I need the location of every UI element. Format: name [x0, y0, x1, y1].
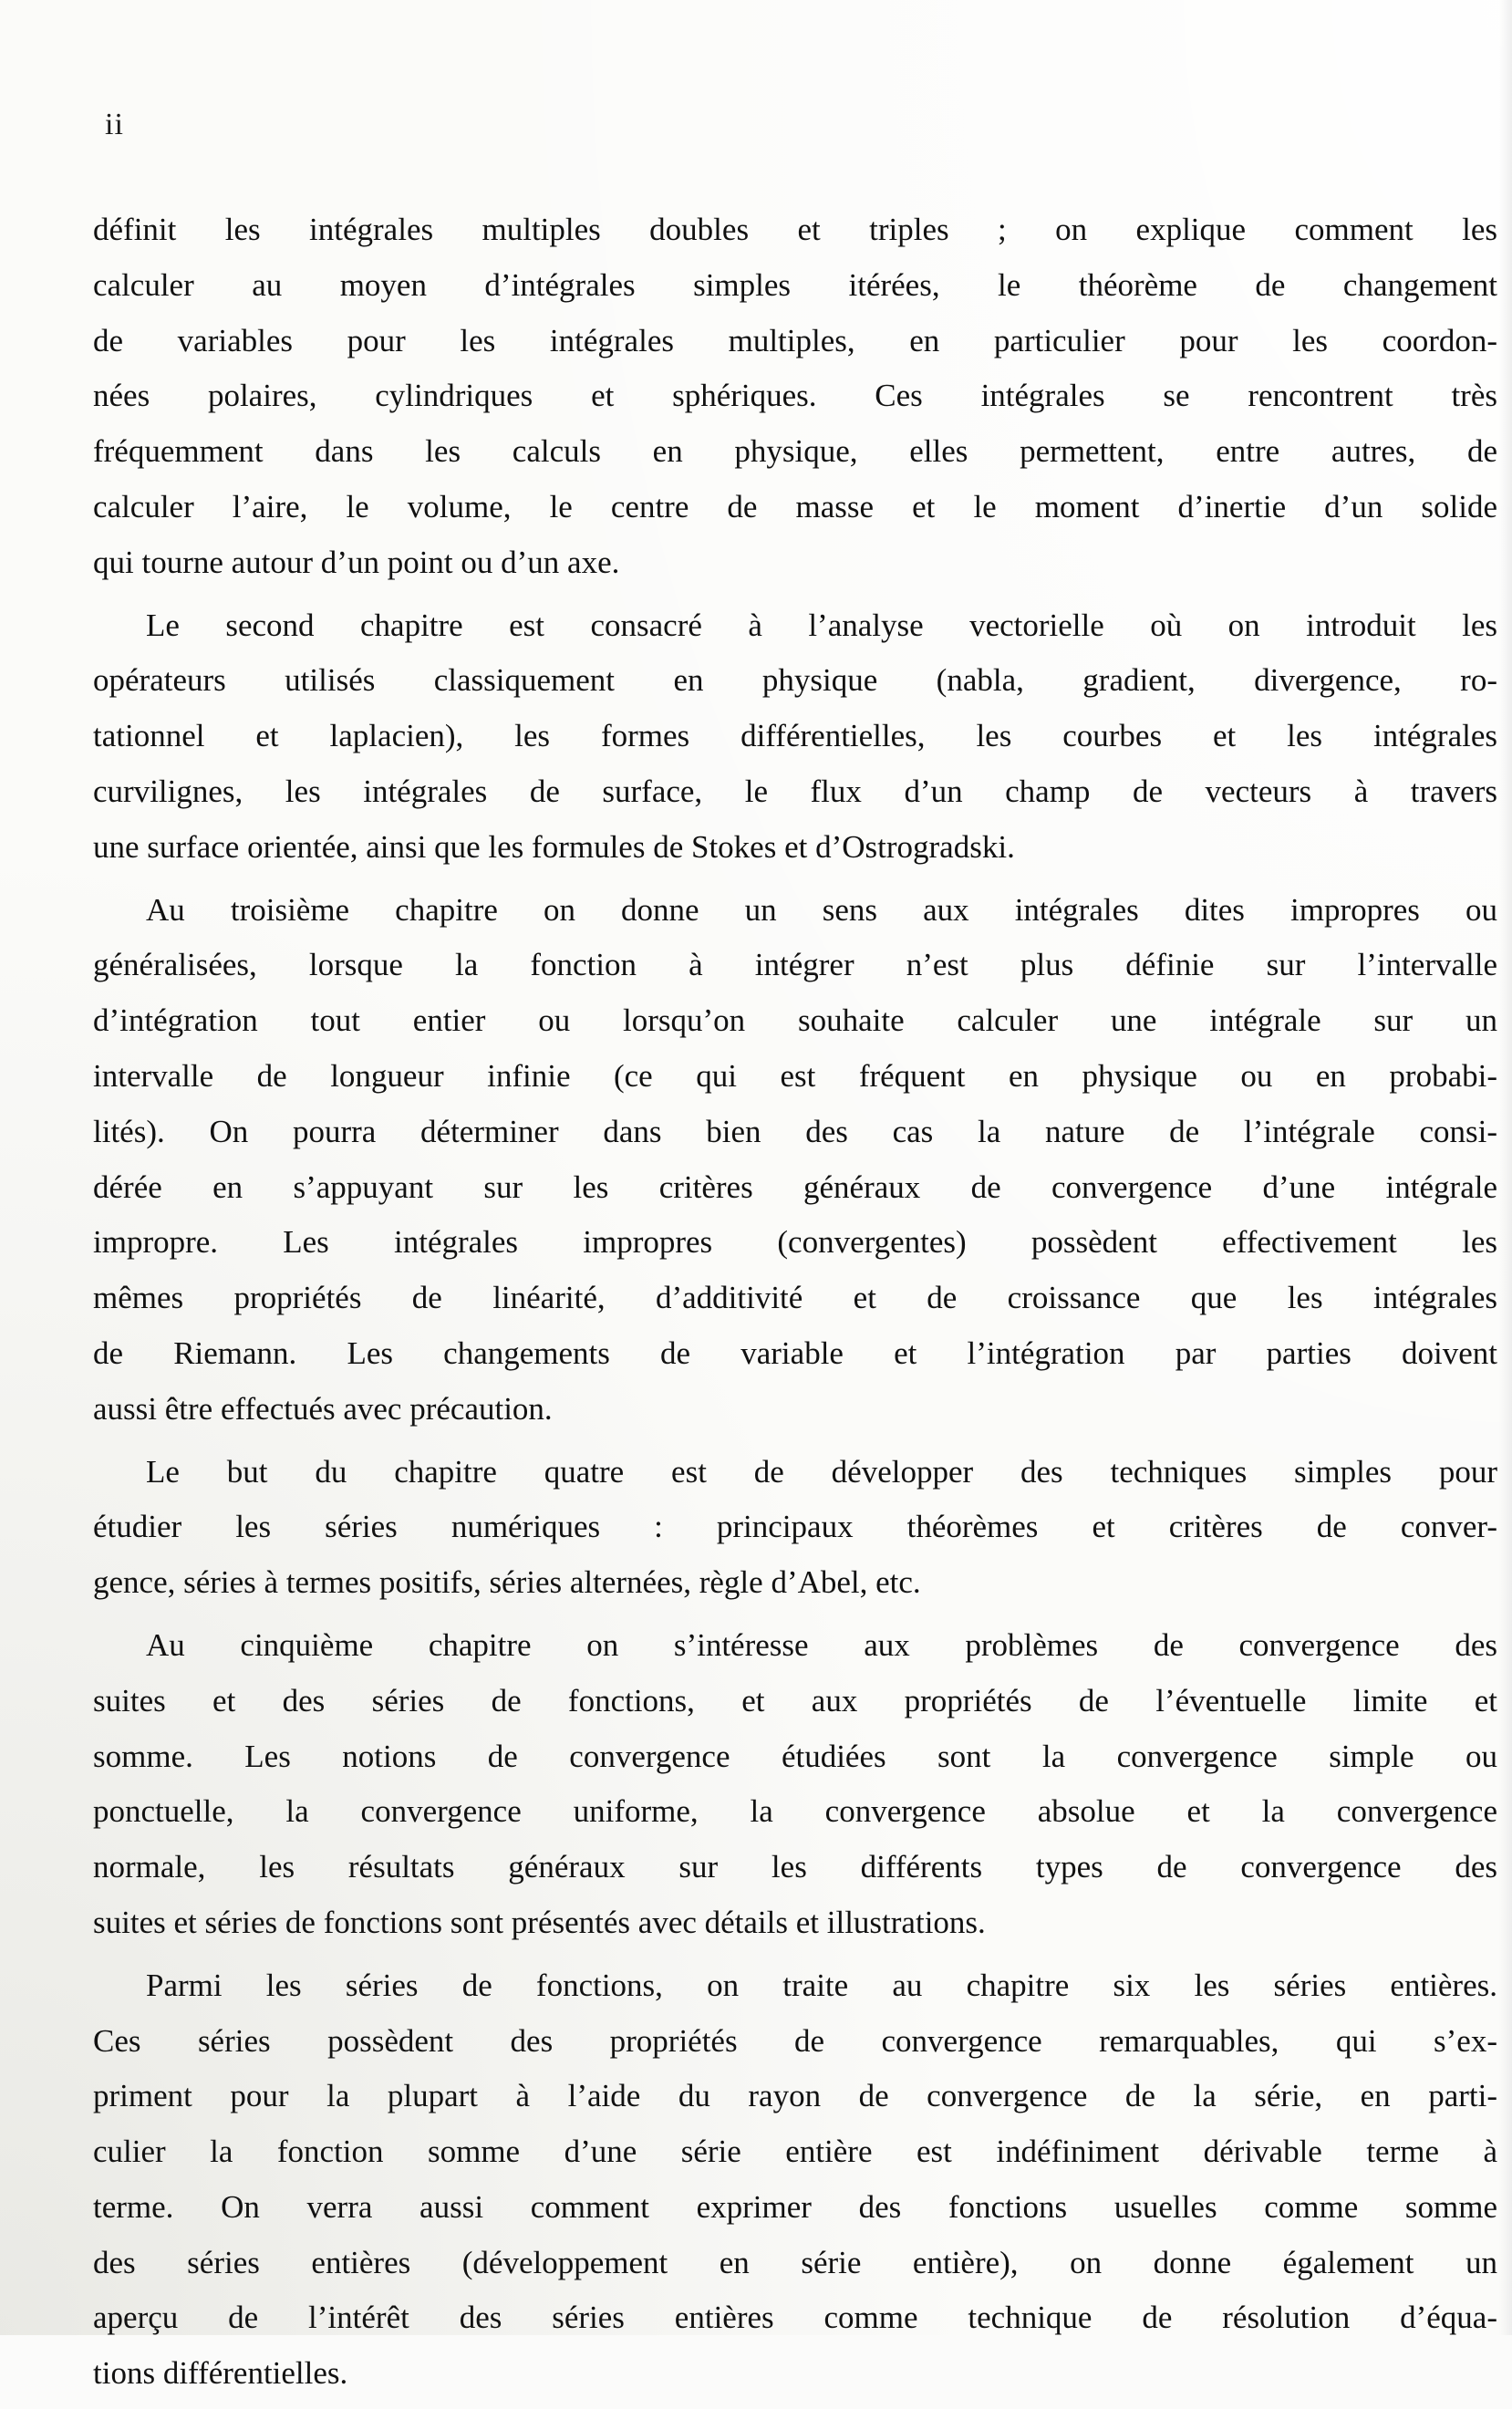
text-line: tationnel et laplacien), les formes différentielles, les courbes et les intégrales	[93, 718, 1497, 754]
paragraph-chapter-three	[93, 883, 1497, 1438]
text-line: de Riemann. Les changements de variable et l’intégration par parties doivent	[93, 1334, 1497, 1371]
text-line: priment pour la plupart à l’aide du rayon de convergence de la série, en parti-	[93, 2078, 1497, 2114]
text-line: ponctuelle, la convergence uniforme, la convergence absolue et la convergence	[93, 1793, 1497, 1830]
paragraph-chapter-four	[93, 1445, 1497, 1611]
paragraph-chapter-six	[93, 1958, 1497, 2402]
text-line: étudier les séries numériques : principaux théorèmes et critères de conver-	[93, 1509, 1497, 1545]
text-line: gence, séries à termes positifs, séries alternées, règle d’Abel, etc.	[93, 1564, 921, 1601]
text-line: Au cinquième chapitre on s’intéresse aux problèmes de convergence des	[146, 1626, 1497, 1663]
text-line: normale, les résultats généraux sur les différents types de convergence des	[93, 1849, 1497, 1885]
text-line: curvilignes, les intégrales de surface, le flux d’un champ de vecteurs à travers	[93, 773, 1497, 809]
text-line: suites et des séries de fonctions, et aux propriétés de l’éventuelle limite et	[93, 1682, 1497, 1718]
text-line: Au troisième chapitre on donne un sens aux intégrales dites impropres ou	[146, 891, 1497, 928]
page-edge-shadow	[1499, 0, 1512, 2335]
text-line: opérateurs utilisés classiquement en physique (nabla, gradient, divergence, ro-	[93, 662, 1497, 699]
text-line: dérée en s’appuyant sur les critères généraux de convergence d’une intégrale	[93, 1168, 1497, 1205]
text-line: nées polaires, cylindriques et sphériques. Ces intégrales se rencontrent très	[93, 378, 1497, 414]
text-line: fréquemment dans les calculs en physique, elles permettent, entre autres, de	[93, 433, 1497, 470]
text-line: somme. Les notions de convergence étudiées sont la convergence simple ou	[93, 1738, 1497, 1774]
text-line: aperçu de l’intérêt des séries entières comme technique de résolution d’équa-	[93, 2300, 1497, 2336]
text-line: aussi être effectués avec précaution.	[93, 1390, 553, 1427]
text-line: tions différentielles.	[93, 2355, 348, 2392]
text-line: Le but du chapitre quatre est de développer des techniques simples pour	[146, 1453, 1497, 1490]
page-number: ii	[105, 108, 124, 141]
text-line: Le second chapitre est consacré à l’analyse vectorielle où on introduit les	[146, 607, 1497, 643]
text-line: qui tourne autour d’un point ou d’un axe.	[93, 544, 620, 580]
text-line: suites et séries de fonctions sont présentés avec détails et illustrations.	[93, 1904, 986, 1940]
text-line: intervalle de longueur infinie (ce qui est fréquent en physique ou en probabi-	[93, 1057, 1497, 1094]
text-line: des séries entières (développement en série entière), on donne également un	[93, 2244, 1497, 2280]
text-line: calculer au moyen d’intégrales simples itérées, le théorème de changement	[93, 266, 1497, 303]
text-line: calculer l’aire, le volume, le centre de masse et le moment d’inertie d’un solide	[93, 488, 1497, 524]
text-line: impropre. Les intégrales impropres (convergentes) possèdent effectivement les	[93, 1224, 1497, 1261]
text-line: une surface orientée, ainsi que les formules de Stokes et d’Ostrogradski.	[93, 828, 1015, 865]
text-line: terme. On verra aussi comment exprimer des fonctions usuelles comme somme	[93, 2188, 1497, 2225]
paragraph-intro-continued	[93, 202, 1497, 591]
text-line: lités). On pourra déterminer dans bien des cas la nature de l’intégrale consi-	[93, 1113, 1497, 1149]
paragraph-chapter-five	[93, 1618, 1497, 1951]
text-line: de variables pour les intégrales multiples, en particulier pour les coordon-	[93, 322, 1497, 358]
text-line: culier la fonction somme d’une série entière est indéfiniment dérivable terme à	[93, 2134, 1497, 2170]
paragraph-chapter-two	[93, 598, 1497, 876]
body-text	[93, 202, 1497, 2409]
text-line: généralisées, lorsque la fonction à intégrer n’est plus définie sur l’intervalle	[93, 947, 1497, 983]
text-line: Parmi les séries de fonctions, on traite au chapitre six les séries entières.	[146, 1967, 1497, 2003]
text-line: définit les intégrales multiples doubles et triples ; on explique comment les	[93, 212, 1497, 247]
text-line: Ces séries possèdent des propriétés de convergence remarquables, qui s’ex-	[93, 2022, 1497, 2059]
text-line: d’intégration tout entier ou lorsqu’on souhaite calculer une intégrale sur un	[93, 1002, 1497, 1039]
text-line: mêmes propriétés de linéarité, d’additivité et de croissance que les intégrales	[93, 1280, 1497, 1316]
